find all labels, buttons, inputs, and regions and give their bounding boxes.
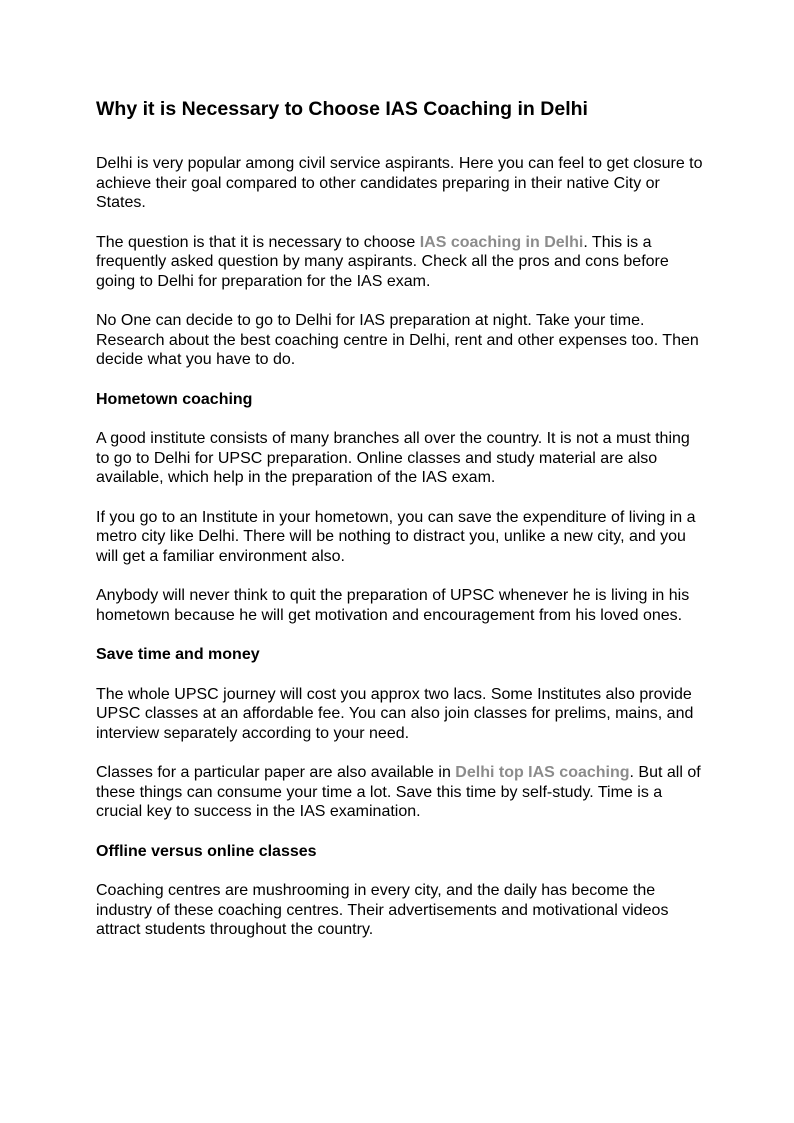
paragraph-institute-branches: A good institute consists of many branches all over the country. It is not a must thing to go to Delhi for UPSC preparation. Online classes and study material are also available, which help in the preparation of the IAS exam. <box>96 430 690 486</box>
heading-hometown-coaching: Hometown coaching <box>96 390 253 408</box>
document-title: Why it is Necessary to Choose IAS Coaching in Delhi <box>96 98 588 120</box>
heading-save-time-and-money: Save time and money <box>96 646 260 663</box>
paragraph-particular-paper <box>96 763 706 822</box>
title-spacer <box>96 122 706 154</box>
paragraph-intro: Delhi is very popular among civil service aspirants. Here you can feel to get closure to achieve their goal compared to other candidates preparing in their native City or States. <box>96 155 703 211</box>
delhi-top-ias-coaching-link[interactable]: Delhi top IAS coaching <box>455 764 630 781</box>
paragraph-upsc-cost: The whole UPSC journey will cost you approx two lacs. Some Institutes also provide UPSC classes at an affordable fee. You can also join classes for prelims, mains, and interview separately according to your need. <box>96 685 694 742</box>
paragraph-question-text-start: The question is that it is necessary to choose <box>96 233 420 251</box>
paragraph-question <box>96 233 706 292</box>
paragraph-particular-paper-text-end: . But all of these things can consume your time a lot. Save this time by self-study. Time is a crucial key to success in the IAS examination. <box>96 764 701 820</box>
paragraph-decision: No One can decide to go to Delhi for IAS preparation at night. Take your time. Research about the best coaching centre in Delhi, rent and other expenses too. Then decide what you have to do. <box>96 312 699 368</box>
paragraph-hometown-motivation: Anybody will never think to quit the preparation of UPSC whenever he is living in his hometown because he will get motivation and encouragement from his loved ones. <box>96 587 690 624</box>
paragraph-particular-paper-text-start: Classes for a particular paper are also available in <box>96 764 456 781</box>
ias-coaching-in-delhi-link[interactable]: IAS coaching in Delhi <box>419 233 584 251</box>
paragraph-coaching-centres: Coaching centres are mushrooming in every city, and the daily has become the industry of these coaching centres. Their advertisements and motivational videos attract students throughout the country. <box>96 882 669 938</box>
document-page <box>96 96 706 960</box>
heading-offline-versus-online: Offline versus online classes <box>96 842 317 860</box>
paragraph-hometown-savings: If you go to an Institute in your hometown, you can save the expenditure of living in a metro city like Delhi. There will be nothing to distract you, unlike a new city, and you will get a familiar environment also. <box>96 508 696 565</box>
paragraph-question-text-end: . This is a frequently asked question by many aspirants. Check all the pros and cons before going to Delhi for preparation for the IAS exam. <box>96 233 669 290</box>
